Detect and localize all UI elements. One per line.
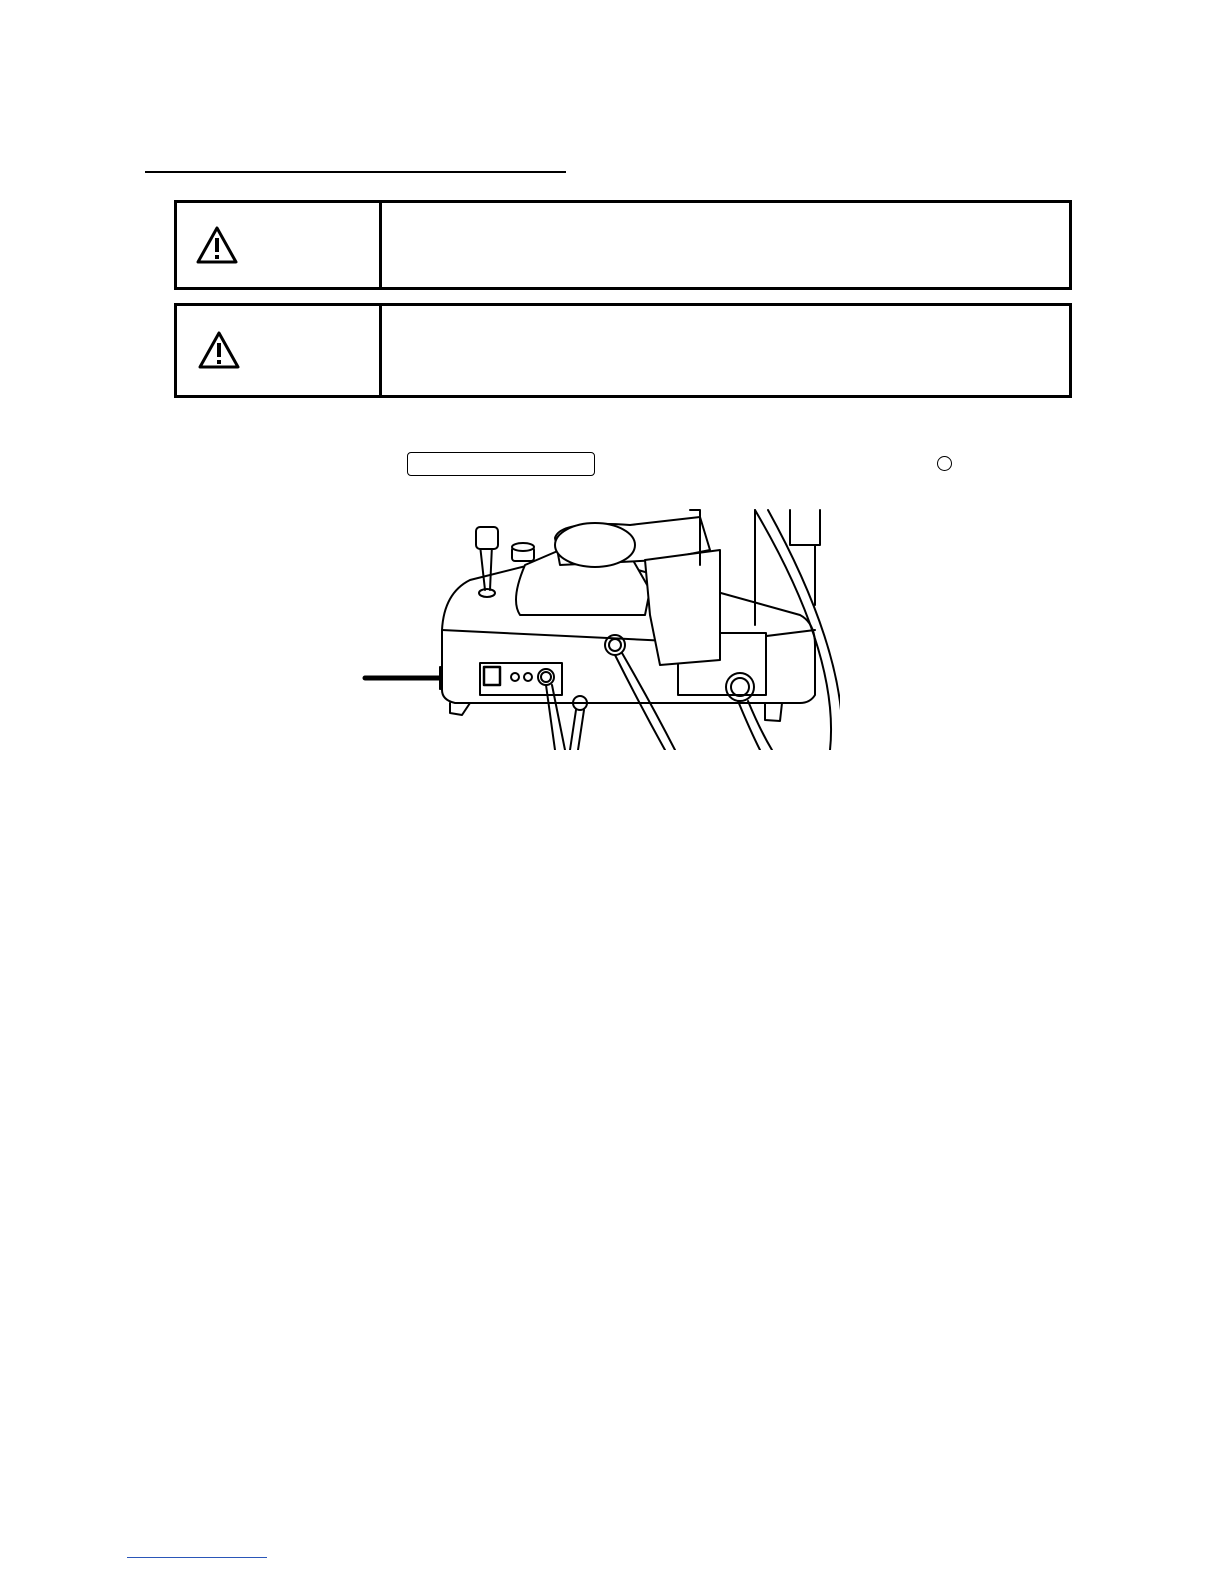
instruction-step	[174, 450, 1072, 480]
circle-off-symbol	[937, 456, 952, 471]
caution-triangle-icon	[197, 330, 241, 370]
caution-text	[382, 306, 1069, 395]
footer-rule	[127, 1557, 267, 1558]
warning-triangle-icon	[195, 225, 239, 265]
warning-label-cell	[177, 203, 382, 287]
instrument-figure	[360, 505, 840, 750]
caution-notice	[174, 303, 1072, 398]
caution-label-cell	[177, 306, 382, 395]
power-key-graphic	[407, 452, 595, 476]
warning-notice	[174, 200, 1072, 290]
warning-text	[382, 203, 1069, 287]
section-heading-rule	[145, 171, 566, 173]
